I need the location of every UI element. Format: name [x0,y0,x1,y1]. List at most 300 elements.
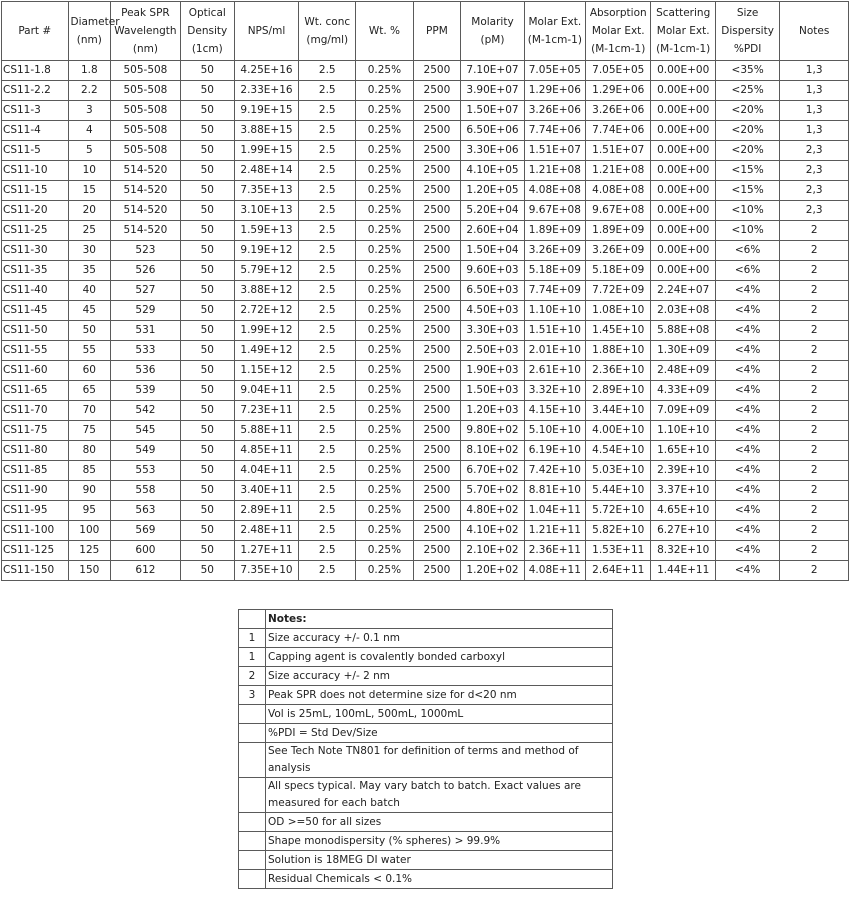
table-cell: 0.25% [356,381,413,401]
table-cell: 50 [180,201,234,221]
table-cell: 2 [780,441,849,461]
note-number [239,743,266,778]
table-cell: 2500 [413,481,461,501]
table-cell: 1.51E+07 [586,141,651,161]
table-row [2,361,849,381]
table-cell: 2500 [413,521,461,541]
note-row [239,724,613,743]
table-row [2,501,849,521]
table-cell: 7.09E+09 [651,401,715,421]
table-cell: 2.5 [299,481,356,501]
table-cell: 2.5 [299,161,356,181]
table-cell: 5.44E+10 [586,481,651,501]
table-cell: 533 [111,341,181,361]
table-cell: 8.32E+10 [651,541,715,561]
table-row [2,481,849,501]
table-cell: 50 [180,141,234,161]
table-cell: 505-508 [111,61,181,81]
part-number-cell: CS11-1.8 [2,61,69,81]
part-number-cell: CS11-60 [2,361,69,381]
table-cell: 2.03E+08 [651,301,715,321]
table-cell: 526 [111,261,181,281]
table-cell: 7.42E+10 [524,461,585,481]
table-row [2,561,849,581]
table-cell: 3.90E+07 [461,81,524,101]
table-cell: 6.70E+02 [461,461,524,481]
column-header: NPS/ml [234,2,298,61]
note-text: Solution is 18MEG DI water [266,851,613,870]
note-text: Size accuracy +/- 2 nm [266,667,613,686]
table-row [2,341,849,361]
table-cell: 2.48E+14 [234,161,298,181]
table-header-row [2,2,849,61]
table-cell: 7.74E+09 [524,281,585,301]
table-cell: 4.08E+11 [524,561,585,581]
table-cell: 527 [111,281,181,301]
table-cell: 0.25% [356,561,413,581]
table-cell: 1.27E+11 [234,541,298,561]
part-number-cell: CS11-70 [2,401,69,421]
table-cell: 50 [180,61,234,81]
table-cell: 95 [68,501,111,521]
table-cell: 612 [111,561,181,581]
part-number-cell: CS11-15 [2,181,69,201]
table-row [2,141,849,161]
table-cell: <4% [715,321,779,341]
table-row [2,181,849,201]
note-row [239,832,613,851]
table-cell: 2,3 [780,181,849,201]
table-cell: 15 [68,181,111,201]
table-cell: 5.70E+02 [461,481,524,501]
table-cell: 0.25% [356,161,413,181]
table-cell: 4 [68,121,111,141]
table-cell: 1.20E+03 [461,401,524,421]
table-cell: 2.5 [299,421,356,441]
table-cell: 5.10E+10 [524,421,585,441]
table-cell: 2 [780,401,849,421]
table-cell: 50 [180,441,234,461]
table-cell: 1.29E+06 [524,81,585,101]
table-cell: 9.67E+08 [586,201,651,221]
column-header: Optical Density (1cm) [180,2,234,61]
table-cell: 0.25% [356,81,413,101]
table-cell: 0.00E+00 [651,141,715,161]
table-cell: 2500 [413,281,461,301]
table-row [2,121,849,141]
table-cell: 20 [68,201,111,221]
table-cell: 0.25% [356,61,413,81]
table-cell: 50 [180,161,234,181]
table-cell: 1.89E+09 [586,221,651,241]
table-cell: 50 [180,401,234,421]
table-cell: 50 [180,561,234,581]
table-cell: 2 [780,381,849,401]
note-row [239,851,613,870]
table-cell: 0.25% [356,321,413,341]
table-cell: 2500 [413,461,461,481]
table-cell: 505-508 [111,101,181,121]
table-cell: 5 [68,141,111,161]
table-cell: 529 [111,301,181,321]
table-cell: 85 [68,461,111,481]
table-cell: 1.50E+04 [461,241,524,261]
table-cell: 0.25% [356,361,413,381]
table-cell: 0.25% [356,541,413,561]
note-number: 1 [239,629,266,648]
table-cell: 2 [780,321,849,341]
table-cell: 50 [180,301,234,321]
table-cell: <6% [715,261,779,281]
column-header: Absorption Molar Ext. (M-1cm-1) [586,2,651,61]
part-number-cell: CS11-45 [2,301,69,321]
table-cell: 4.08E+08 [586,181,651,201]
table-cell: 549 [111,441,181,461]
table-cell: 1.30E+09 [651,341,715,361]
table-cell: 2.5 [299,181,356,201]
table-cell: 2500 [413,381,461,401]
table-row [2,261,849,281]
part-number-cell: CS11-30 [2,241,69,261]
table-cell: 1.89E+09 [524,221,585,241]
table-cell: 50 [180,481,234,501]
note-row [239,870,613,889]
table-cell: 50 [180,281,234,301]
table-row [2,381,849,401]
table-cell: 4.04E+11 [234,461,298,481]
table-cell: 2.60E+04 [461,221,524,241]
table-cell: 505-508 [111,141,181,161]
table-cell: 2.5 [299,101,356,121]
table-cell: 6.27E+10 [651,521,715,541]
table-cell: 0.25% [356,481,413,501]
table-cell: 0.25% [356,221,413,241]
table-cell: 4.33E+09 [651,381,715,401]
table-cell: 2 [780,501,849,521]
table-cell: 0.00E+00 [651,161,715,181]
table-cell: <4% [715,361,779,381]
table-cell: 0.25% [356,241,413,261]
table-cell: 45 [68,301,111,321]
table-cell: 0.25% [356,401,413,421]
table-cell: 3.32E+10 [524,381,585,401]
table-cell: 0.00E+00 [651,81,715,101]
table-cell: 7.35E+13 [234,181,298,201]
note-number [239,724,266,743]
table-cell: 1.15E+12 [234,361,298,381]
table-cell: 2.33E+16 [234,81,298,101]
table-cell: 2 [780,261,849,281]
table-cell: 5.18E+09 [524,261,585,281]
table-row [2,61,849,81]
table-cell: 2.36E+11 [524,541,585,561]
note-text: All specs typical. May vary batch to batch. Exact values are measured for each batch [266,778,613,813]
table-cell: 4.10E+02 [461,521,524,541]
table-cell: 1,3 [780,121,849,141]
table-cell: 558 [111,481,181,501]
table-cell: 1.99E+15 [234,141,298,161]
table-cell: 1.99E+12 [234,321,298,341]
table-cell: <4% [715,401,779,421]
table-cell: 2500 [413,301,461,321]
table-row [2,521,849,541]
table-cell: 569 [111,521,181,541]
column-header: Part # [2,2,69,61]
table-cell: 2500 [413,401,461,421]
table-cell: 0.25% [356,141,413,161]
table-cell: 2500 [413,201,461,221]
column-header: Notes [780,2,849,61]
column-header: Peak SPR Wavelength (nm) [111,2,181,61]
table-row [2,401,849,421]
table-cell: 55 [68,341,111,361]
table-cell: <20% [715,101,779,121]
table-cell: 2.5 [299,521,356,541]
table-cell: 4.50E+03 [461,301,524,321]
table-cell: 3.30E+03 [461,321,524,341]
table-cell: 50 [180,501,234,521]
table-cell: 0.00E+00 [651,101,715,121]
table-cell: 0.25% [356,281,413,301]
table-cell: 9.80E+02 [461,421,524,441]
table-cell: 2.5 [299,221,356,241]
table-cell: 2 [780,341,849,361]
table-cell: 2.2 [68,81,111,101]
table-cell: 2 [780,421,849,441]
table-cell: 2.5 [299,501,356,521]
note-row [239,813,613,832]
note-text: Residual Chemicals < 0.1% [266,870,613,889]
table-cell: <10% [715,221,779,241]
table-cell: 2 [780,481,849,501]
table-cell: 2 [780,561,849,581]
note-text: Vol is 25mL, 100mL, 500mL, 1000mL [266,705,613,724]
table-cell: 2.5 [299,261,356,281]
table-cell: 0.00E+00 [651,221,715,241]
table-cell: 1,3 [780,101,849,121]
table-cell: 542 [111,401,181,421]
table-cell: 5.88E+11 [234,421,298,441]
table-cell: 2500 [413,321,461,341]
table-cell: 50 [180,321,234,341]
table-row [2,221,849,241]
table-cell: 2.36E+10 [586,361,651,381]
part-number-cell: CS11-5 [2,141,69,161]
table-row [2,201,849,221]
table-cell: 65 [68,381,111,401]
table-cell: 3.88E+12 [234,281,298,301]
table-cell: 0.00E+00 [651,61,715,81]
table-cell: 90 [68,481,111,501]
part-number-cell: CS11-150 [2,561,69,581]
note-row [239,648,613,667]
table-cell: 3 [68,101,111,121]
table-cell: 0.25% [356,421,413,441]
table-cell: 1.65E+10 [651,441,715,461]
table-cell: 2.5 [299,121,356,141]
table-cell: 3.30E+06 [461,141,524,161]
note-number [239,813,266,832]
table-cell: 523 [111,241,181,261]
notes-number-cell [239,610,266,629]
table-cell: 80 [68,441,111,461]
table-cell: 505-508 [111,81,181,101]
part-number-cell: CS11-100 [2,521,69,541]
table-cell: 539 [111,381,181,401]
table-cell: <4% [715,481,779,501]
table-cell: 2500 [413,121,461,141]
table-cell: 2 [780,221,849,241]
table-cell: 1.21E+08 [524,161,585,181]
table-cell: 0.00E+00 [651,121,715,141]
table-cell: <4% [715,541,779,561]
table-cell: 2,3 [780,141,849,161]
note-number: 3 [239,686,266,705]
table-cell: 3.40E+11 [234,481,298,501]
table-cell: 6.50E+06 [461,121,524,141]
table-cell: 2500 [413,161,461,181]
table-cell: 7.05E+05 [586,61,651,81]
table-cell: 4.85E+11 [234,441,298,461]
table-row [2,241,849,261]
table-cell: 4.10E+05 [461,161,524,181]
table-cell: 8.10E+02 [461,441,524,461]
table-cell: 2.5 [299,541,356,561]
table-cell: 2 [780,361,849,381]
table-cell: 1.21E+08 [586,161,651,181]
table-cell: <4% [715,501,779,521]
table-cell: <4% [715,341,779,361]
table-cell: 3.26E+09 [524,241,585,261]
table-cell: 1.50E+07 [461,101,524,121]
column-header: Wt. conc (mg/ml) [299,2,356,61]
table-cell: 0.25% [356,201,413,221]
note-text: Shape monodispersity (% spheres) > 99.9% [266,832,613,851]
table-cell: 5.20E+04 [461,201,524,221]
part-number-cell: CS11-125 [2,541,69,561]
table-cell: 4.25E+16 [234,61,298,81]
table-cell: 0.00E+00 [651,261,715,281]
table-cell: 1.8 [68,61,111,81]
part-number-cell: CS11-85 [2,461,69,481]
table-cell: 2500 [413,561,461,581]
table-cell: 2.61E+10 [524,361,585,381]
table-cell: 0.25% [356,301,413,321]
table-cell: 0.25% [356,441,413,461]
note-row [239,686,613,705]
column-header: PPM [413,2,461,61]
table-cell: <4% [715,441,779,461]
part-number-cell: CS11-20 [2,201,69,221]
note-number [239,705,266,724]
note-number [239,870,266,889]
table-cell: 2.5 [299,561,356,581]
part-number-cell: CS11-75 [2,421,69,441]
table-cell: 0.25% [356,261,413,281]
table-cell: 2500 [413,141,461,161]
table-cell: 1.21E+11 [524,521,585,541]
column-header: Molarity (pM) [461,2,524,61]
note-number [239,851,266,870]
table-cell: 5.18E+09 [586,261,651,281]
table-cell: <4% [715,301,779,321]
table-cell: 2 [780,281,849,301]
table-cell: 1.20E+02 [461,561,524,581]
part-number-cell: CS11-40 [2,281,69,301]
table-cell: 6.19E+10 [524,441,585,461]
table-cell: 1.50E+03 [461,381,524,401]
table-cell: 3.88E+15 [234,121,298,141]
note-number: 2 [239,667,266,686]
table-cell: 2,3 [780,201,849,221]
table-cell: 545 [111,421,181,441]
table-cell: 2 [780,461,849,481]
table-cell: 2,3 [780,161,849,181]
table-cell: 9.19E+12 [234,241,298,261]
note-text: OD >=50 for all sizes [266,813,613,832]
column-header: Scattering Molar Ext. (M-1cm-1) [651,2,715,61]
table-cell: 2.5 [299,321,356,341]
table-cell: 2.48E+09 [651,361,715,381]
part-number-cell: CS11-50 [2,321,69,341]
table-row [2,301,849,321]
table-cell: <4% [715,521,779,541]
table-cell: 2500 [413,541,461,561]
specifications-table [1,1,849,581]
table-cell: 5.82E+10 [586,521,651,541]
column-header: Diameter (nm) [68,2,111,61]
table-cell: 5.88E+08 [651,321,715,341]
table-cell: <20% [715,121,779,141]
table-cell: 3.26E+06 [586,101,651,121]
table-cell: 50 [180,101,234,121]
table-cell: 2500 [413,101,461,121]
note-row [239,778,613,813]
table-cell: 2.5 [299,441,356,461]
table-cell: 514-520 [111,181,181,201]
table-cell: 1.08E+10 [586,301,651,321]
table-cell: 1,3 [780,61,849,81]
table-cell: 150 [68,561,111,581]
table-cell: 50 [180,221,234,241]
table-cell: 75 [68,421,111,441]
table-cell: 70 [68,401,111,421]
note-text: %PDI = Std Dev/Size [266,724,613,743]
note-text: Size accuracy +/- 0.1 nm [266,629,613,648]
column-header: Wt. % [356,2,413,61]
table-cell: <4% [715,421,779,441]
part-number-cell: CS11-90 [2,481,69,501]
part-number-cell: CS11-3 [2,101,69,121]
table-cell: 2.5 [299,81,356,101]
part-number-cell: CS11-2.2 [2,81,69,101]
table-cell: 600 [111,541,181,561]
table-cell: 563 [111,501,181,521]
notes-title: Notes: [266,610,613,629]
part-number-cell: CS11-80 [2,441,69,461]
table-cell: 2.5 [299,281,356,301]
table-cell: <4% [715,381,779,401]
table-cell: 505-508 [111,121,181,141]
table-cell: 5.03E+10 [586,461,651,481]
table-cell: 0.00E+00 [651,201,715,221]
table-cell: 2500 [413,241,461,261]
table-cell: <4% [715,281,779,301]
note-row [239,743,613,778]
table-cell: 2500 [413,341,461,361]
table-cell: 1.44E+11 [651,561,715,581]
table-cell: 50 [180,421,234,441]
